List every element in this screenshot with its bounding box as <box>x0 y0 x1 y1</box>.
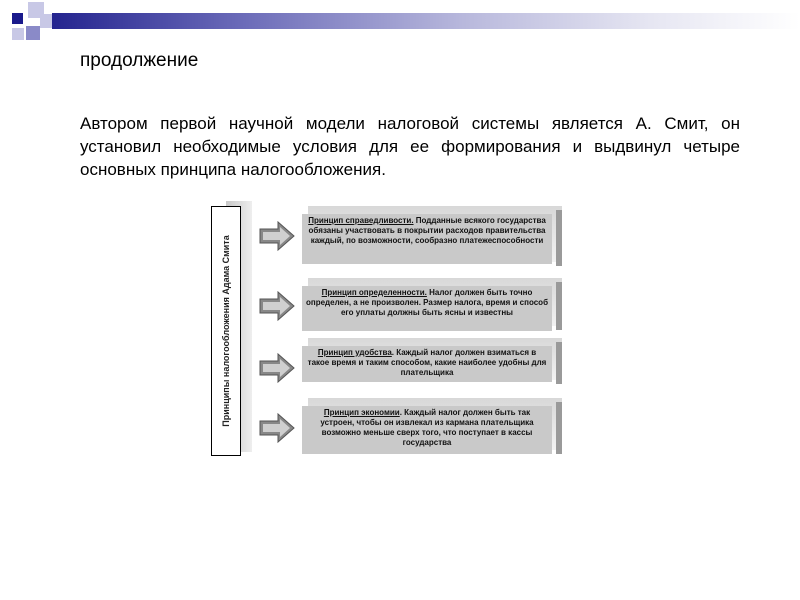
principle-title: Принцип экономии <box>323 408 400 417</box>
card-shadow <box>556 210 562 266</box>
card-shadow <box>556 402 562 454</box>
deco-square-dark <box>12 13 23 24</box>
arrow-right-icon <box>258 290 296 322</box>
principle-text: Налог должен быть точно определен, а не произволен. Размер налога, время и способ его уплаты должны быть ясны и известны <box>306 288 549 317</box>
principle-text: . Каждый налог должен быть так устроен, чтобы он извлекал из кармана плательщика возможно меньше сверх того, что поступает в кассы государства <box>320 408 534 447</box>
principle-title: Принцип определенности. <box>321 288 427 297</box>
principle-card <box>302 286 552 331</box>
principle-card <box>302 346 552 382</box>
principle-card <box>302 214 552 264</box>
deco-square-light <box>40 14 52 28</box>
principle-card <box>302 406 552 454</box>
vertical-label-box <box>211 206 241 456</box>
header-gradient-bar <box>52 13 800 29</box>
principle-title: Принцип справедливости. <box>308 216 414 225</box>
deco-square-light <box>12 28 24 40</box>
card-shadow <box>556 282 562 330</box>
principle-text: Подданные всякого государства обязаны участвовать в покрытии расходов правительства каждый, по возможности, сообразно платежеспособности <box>308 216 546 245</box>
card-shadow <box>556 342 562 384</box>
slide-subtitle: продолжение <box>80 50 199 71</box>
deco-square-mid <box>26 26 40 40</box>
arrow-right-icon <box>258 220 296 252</box>
slide-paragraph: Автором первой научной модели налоговой системы является А. Смит, он установил необходимые условия для ее формирования и выдвинул четыре основных принципа налогообложения. <box>80 114 740 179</box>
principle-title: Принцип удобства <box>317 348 392 357</box>
arrow-right-icon <box>258 352 296 384</box>
principle-text: . Каждый налог должен взиматься в такое время и таким способом, какие наиболее удобны для плательщика <box>307 348 547 377</box>
vertical-label: Принципы налогообложения Адама Смита <box>221 235 231 427</box>
arrow-right-icon <box>258 412 296 444</box>
